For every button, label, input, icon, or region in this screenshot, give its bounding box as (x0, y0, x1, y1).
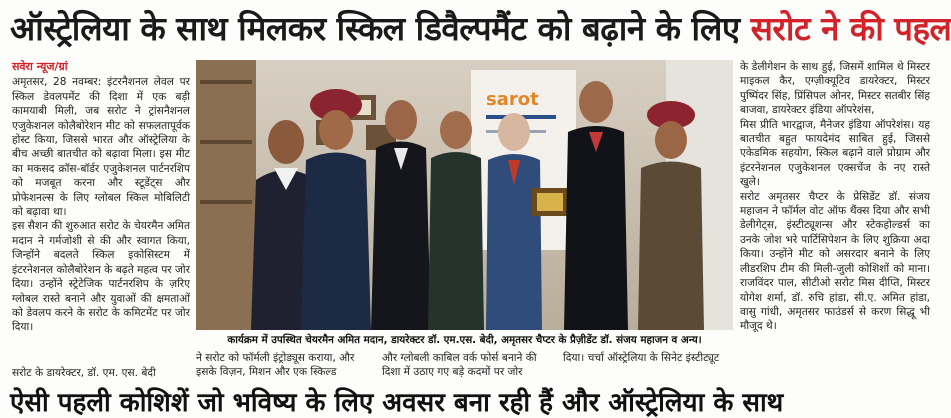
headline-main: ऑस्ट्रेलिया के साथ मिलकर स्किल डिवैल्पमैंट को बढ़ाने के लिए (10, 9, 740, 48)
right-paragraph-3: सरोट अमृतसर चैप्टर के प्रेसिडेंट डॉ. संजय महाजन ने फॉर्मल वोट ऑफ थैंक्स दिया और सभी डेलीगेट्स, इंस्टीट्यूशन्स और स्टेकहोल्डर्स का उनके जोश भरे पार्टिसिपेशन के लिए शुक्रिया अदा किया। उन्होंने मीट को असरदार बनाने के लिए लीडरशिप टीम की मिली-जुली कोशिशों को माना। राजविंदर पाल, सीटीओ सरोट मिस दीप्ति, मिस्टर योगेश शर्मा, डॉ. रुचि हांडा, सी.ए. अमित हांडा, वासु गांधी, अमृतसर फाउंडर्स से करण सिद्धू भी मौजूद थे। (740, 190, 930, 333)
bottom-strip (0, 388, 935, 418)
plaque (532, 188, 568, 216)
right-paragraph-1: के डेलीगेशन के साथ हुई, जिसमें शामिल थे मिस्टर माइकल कैर, एग्ज़ीक्यूटिव डायरेक्टर, मिस्टर पुष्पिंदर सिंह, प्रिंसिपल ओनर, मिस्टर सतबीर सिंह बाजवा, डायरेक्टर इंडिया ऑपरेशंस, (740, 61, 930, 117)
right-paragraph-2: मिस प्रीति भारद्वाज, मैनेजर इंडिया ऑपरेशंस। यह बातचीत बहुत फायदेमंद साबित हुई, जिससे एकेडमिक सहयोग, स्किल बढ़ाने वाले प्रोग्राम और इंटरनेशनल एजुकेशनल एक्सचेंज के नए रास्ते खुले। (740, 118, 930, 189)
left-paragraph-1: अमृतसर, 28 नवम्बर: इंटरनैशनल लेवल पर स्किल डेवलपमेंट की दिशा में एक बड़ी कामयाबी मिली, जब सरोट ने ट्रांसनैशनल एजुकेशनल कोलैबोरेशन मीट को सफलतापूर्वक होस्ट किया, जिससे भारत और ऑस्ट्रेलिया के बीच अच्छी बातचीत को बढ़ावा मिला। इस मीट का मकसद क्रॉस-बॉर्डर एजुकेशनल पार्टनरशिप को मजबूत करना और स्टूडेंट्स और प्रोफेशनल्स के लिए ग्लोबल स्किल मोबिलिटी को बढ़ावा था। (12, 76, 190, 219)
lower-column-1: ने सरोट को फॉर्मली इंट्रोड्यूस कराया, और इसके विज़न, मिशन और एक स्किल्ड (196, 352, 355, 379)
byline: सवेरा न्यूज/ग्रां (12, 60, 68, 73)
headline (0, 0, 951, 58)
photo-caption: कार्यक्रम में उपस्थित चेयरमैन अमित मदान, डायरेक्टर डॉ. एम.एस. बेदी, अमृतसर चैप्टर के प्रैज़ीडेंट डॉ. संजय महाजन व अन्य। (227, 334, 702, 346)
lower-column-2: और ग्लोबली काबिल वर्क फोर्स बनाने की दिशा में उठाए गए बड़े कदमों पर जोर (382, 352, 537, 379)
right-column (740, 60, 930, 334)
news-photo (196, 60, 733, 330)
bottom-strip-text: ऐसी पहली कोशिशें जो भविष्य के लिए अवसर बना रही हैं और ऑस्ट्रेलिया के साथ (10, 388, 784, 418)
lower-column-3: दिया। चर्चा ऑस्ट्रेलिया के सिनेट इंस्टीट्यूट (563, 352, 720, 364)
banner-text: sarot (486, 89, 539, 110)
left-paragraph-3: सरोट के डायरेक्टर, डॉ. एम. एस. बेदी (12, 367, 156, 379)
left-column (12, 60, 190, 335)
headline-highlight: सरोट ने की पहल (750, 9, 951, 48)
left-paragraph-2: इस सैशन की शुरुआत सरोट के चेयरमैन अमित मदान ने गर्मजोशी से की और स्वागत किया, जिन्होंने बदलते स्किल इकोसिस्टम में इंटरनेशनल कोलैबोरेशन के बढ़ते महत्व पर जोर दिया। उन्होंने स्ट्रेटेजिक पार्टनरशिप के ज़रिए ग्लोबल रास्ते बनाने और युवाओं की क्षमताओं को डेवलप करने के सरोट के कमिटमेंट पर जोर दिया। (12, 220, 190, 334)
